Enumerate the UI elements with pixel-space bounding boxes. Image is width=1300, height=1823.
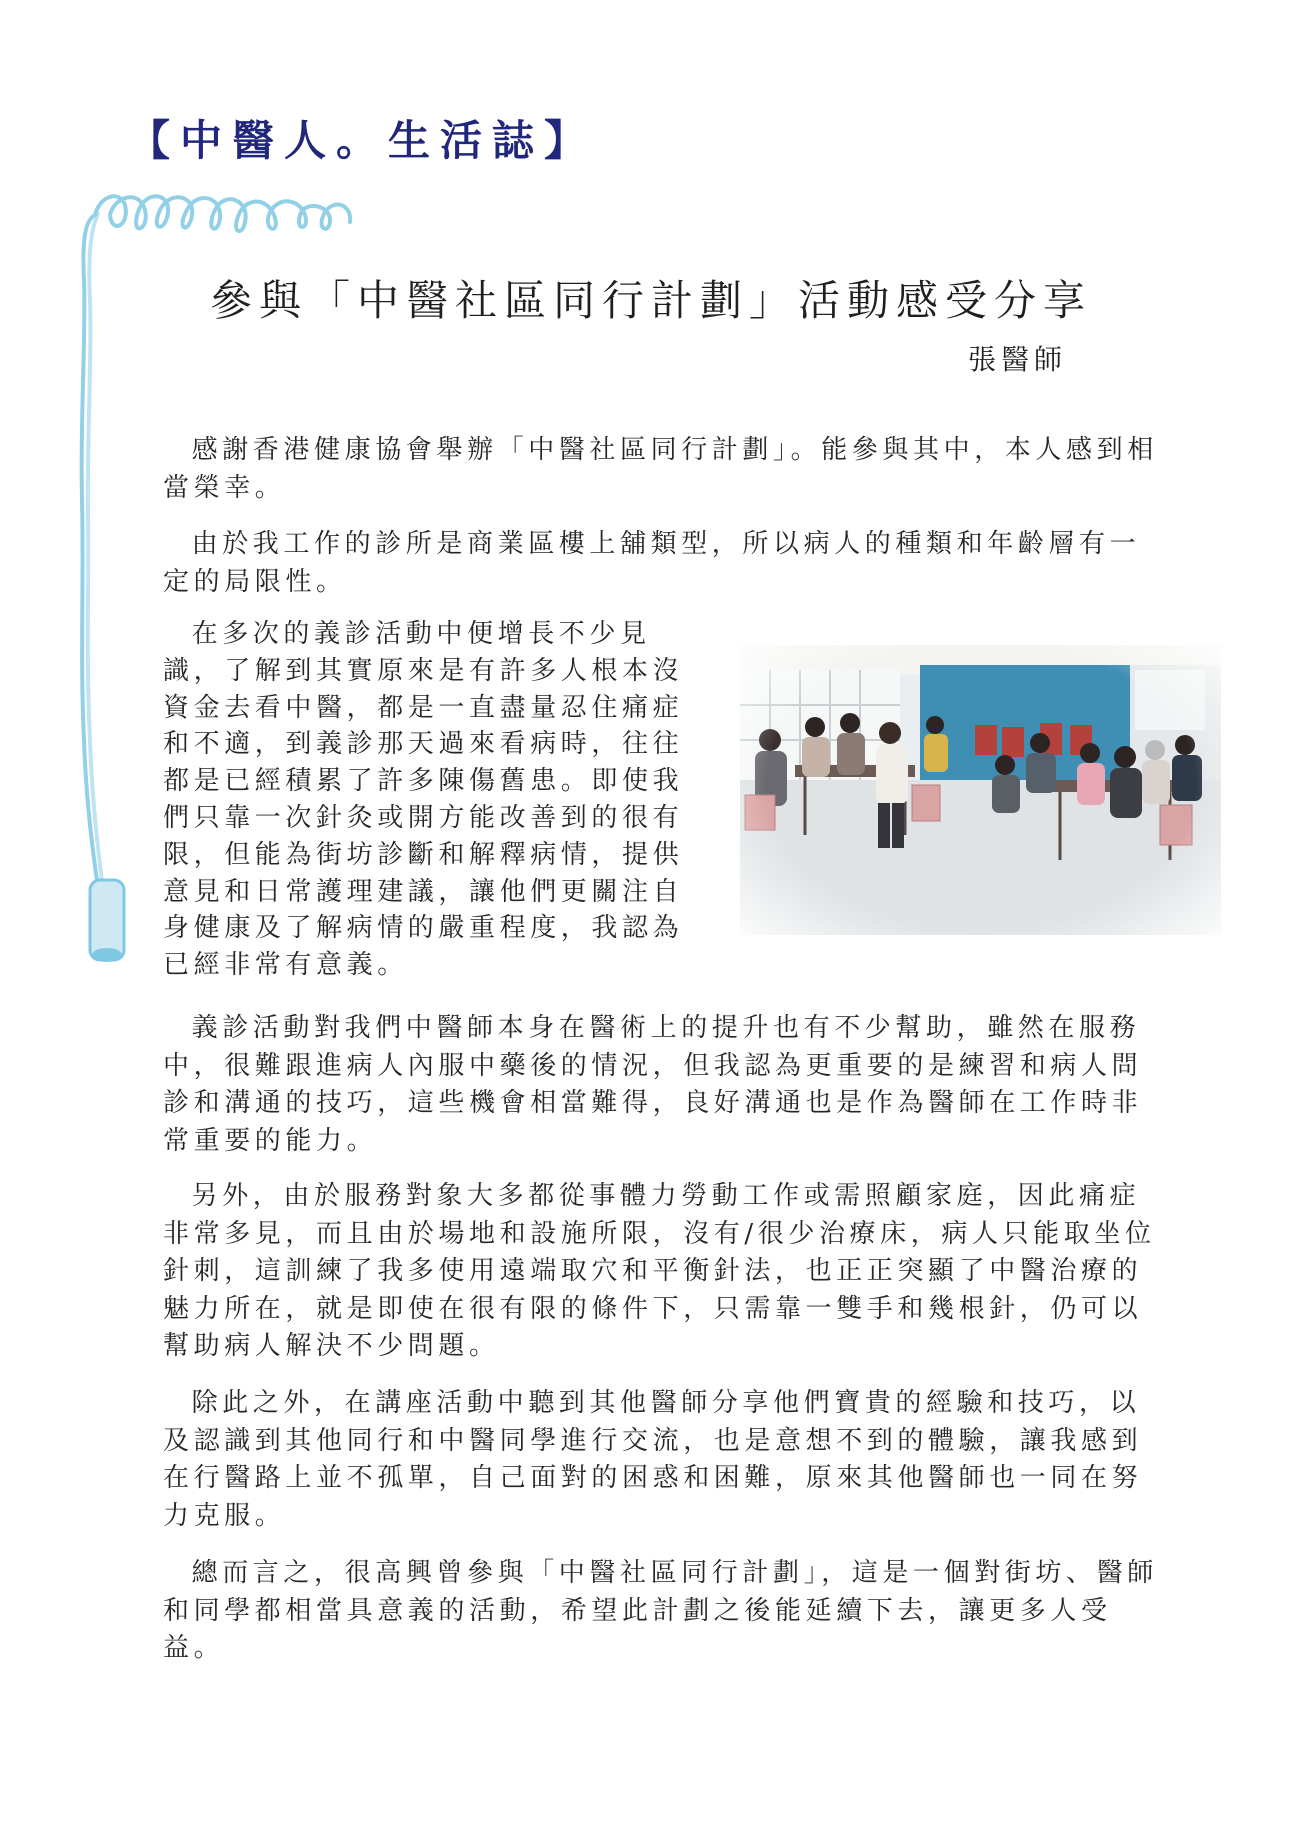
paragraph-3: 在多次的義診活動中便增長不少見識，了解到其實原來是有許多人根本沒資金去看中醫，都是一直盡量忍住痛症和不適，到義診那天過來看病時，往往都是已經積累了許多陳傷舊患。即使我們只靠一次針灸或開方能改善到的很有限，但能為街坊診斷和解釋病情，提供意見和日常護理建議，讓他們更關注自身健康及了解病情的嚴重程度，我認為已經非常有意義。 <box>163 619 684 981</box>
paragraph-2: 由於我工作的診所是商業區樓上舖類型，所以病人的種類和年齡層有一定的局限性。 <box>163 529 1141 597</box>
paragraph-5: 另外，由於服務對象大多都從事體力勞動工作或需照顧家庭，因此痛症非常多見，而且由於場地和設施所限，沒有/很少治療床，病人只能取坐位針刺，這訓練了我多使用遠端取穴和平衡針法，也正正突顯了中醫治療的魅力所在，就是即使在很有限的條件下，只需靠一雙手和幾根針，仍可以幫助病人解決不少問題。 <box>163 1181 1156 1361</box>
article-author: 張醫師 <box>968 343 1068 376</box>
section-tag: 【中醫人。生活誌】 <box>128 116 597 165</box>
paragraph-7: 總而言之，很高興曾參與「中醫社區同行計劃」，這是一個對街坊、醫師和同學都相當具意義的活動，希望此計劃之後能延續下去，讓更多人受益。 <box>163 1558 1158 1663</box>
article-title: 參與「中醫社區同行計劃」活動感受分享 <box>210 276 1093 325</box>
paragraph-6: 除此之外，在講座活動中聽到其他醫師分享他們寶貴的經驗和技巧，以及認識到其他同行和中醫同學進行交流，也是意想不到的體驗，讓我感到在行醫路上並不孤單，自己面對的困惑和困難，原來其他醫師也一同在努力克服。 <box>163 1388 1143 1531</box>
paragraph-4: 義診活動對我們中醫師本身在醫術上的提升也有不少幫助，雖然在服務中，很難跟進病人內服中藥後的情況，但我認為更重要的是練習和病人問診和溝通的技巧，這些機會相當難得，良好溝通也是作為醫師在工作時非常重要的能力。 <box>163 1013 1143 1156</box>
paragraph-1: 感謝香港健康協會舉辦「中醫社區同行計劃」。能參與其中，本人感到相當榮幸。 <box>163 435 1158 503</box>
string-end-cap-icon <box>90 880 124 962</box>
clinic-activity-photo <box>740 645 1221 935</box>
